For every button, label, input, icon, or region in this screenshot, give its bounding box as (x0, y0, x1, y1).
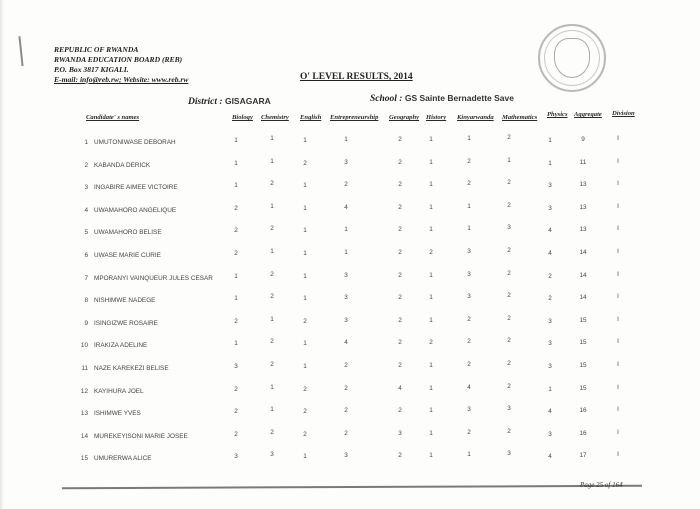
mathematics-score: 2 (507, 337, 511, 345)
header-english: English (300, 114, 322, 121)
geography-score: 2 (398, 316, 402, 324)
division-score: I (617, 361, 619, 368)
row-number: 4 (84, 206, 88, 214)
candidate-name-cell (76, 388, 144, 395)
kinyarwanda-score: 2 (467, 428, 471, 436)
division-score: I (617, 157, 619, 165)
biology-score: 3 (234, 363, 238, 370)
table-row (0, 314, 700, 328)
chemistry-score: 1 (270, 406, 274, 414)
candidate-name-cell (76, 207, 176, 214)
physics-score: 3 (548, 430, 552, 438)
biology-score: 2 (234, 250, 238, 257)
document-title: O' LEVEL RESULTS, 2014 (300, 72, 413, 82)
english-score: 2 (303, 430, 307, 438)
candidate-name-cell (76, 320, 158, 327)
candidate-name-cell (76, 455, 152, 462)
chemistry-score: 1 (270, 383, 274, 391)
physics-score: 3 (548, 363, 552, 370)
division-score: I (617, 451, 619, 459)
history-score: 1 (429, 294, 433, 302)
aggregate-score: 13 (579, 226, 587, 234)
entrepreneurship-score: 2 (344, 429, 348, 437)
entrepreneurship-score: 4 (344, 203, 348, 211)
english-score: 2 (303, 385, 307, 393)
chemistry-score: 1 (270, 135, 274, 142)
aggregate-score: 16 (579, 429, 587, 437)
header-geography: Geography (389, 114, 420, 121)
biology-score: 2 (234, 385, 238, 393)
row-number: 14 (80, 432, 88, 440)
entrepreneurship-score: 3 (344, 452, 348, 460)
chemistry-score: 1 (270, 248, 274, 255)
school-value: GS Sainte Bernadette Save (404, 93, 514, 103)
candidate-name: KABANDA DERICK (94, 161, 151, 169)
physics-score: 3 (548, 340, 552, 348)
mathematics-score: 2 (507, 382, 511, 390)
english-score: 1 (303, 227, 307, 235)
aggregate-score: 9 (581, 136, 585, 143)
geography-score: 2 (398, 226, 402, 234)
table-row (0, 336, 700, 350)
kinyarwanda-score: 1 (467, 451, 471, 459)
org-line-country: REPUBLIC OF RWANDA (54, 45, 139, 54)
header-chemistry: Chemistry (261, 114, 289, 121)
biology-score: 1 (234, 159, 238, 167)
geography-score: 2 (398, 158, 402, 166)
district-value: GISAGARA (224, 96, 271, 106)
aggregate-score: 14 (579, 294, 587, 302)
header-kinyarwanda: Kinyarwanda (457, 114, 494, 121)
entrepreneurship-score: 2 (344, 407, 348, 415)
entrepreneurship-score: 3 (344, 158, 348, 166)
header-aggregate: Aggregate (574, 111, 602, 118)
aggregate-score: 13 (579, 181, 587, 189)
entrepreneurship-score: 1 (344, 136, 348, 143)
kinyarwanda-score: 1 (467, 202, 471, 210)
english-score: 1 (303, 137, 307, 144)
candidate-name: INGABIRE AIMEE VICTOIRE (94, 184, 178, 192)
biology-score: 1 (234, 340, 238, 348)
candidate-name: UWAMAHORO ANGELIQUE (94, 206, 177, 214)
header-entrepreneurship: Entrepreneurship (330, 114, 379, 121)
history-score: 1 (429, 203, 433, 211)
geography-score: 2 (398, 339, 402, 347)
biology-score: 3 (234, 453, 238, 461)
mathematics-score: 3 (507, 224, 511, 232)
geography-score: 2 (398, 271, 402, 279)
org-line-contact: E-mail: info@reb.rw; Website: www.reb.rw (54, 75, 189, 84)
history-score: 1 (429, 136, 433, 143)
geography-score: 2 (398, 249, 402, 256)
english-score: 1 (303, 453, 307, 461)
mathematics-score: 2 (507, 247, 511, 254)
footer-divider (62, 485, 642, 490)
geography-score: 2 (398, 203, 402, 211)
chemistry-score: 2 (270, 428, 274, 436)
row-number: 13 (80, 410, 88, 418)
candidate-name: NISHIMWE NADEGE (94, 297, 156, 305)
history-score: 1 (429, 384, 433, 392)
chemistry-score: 3 (270, 451, 274, 459)
history-score: 1 (429, 429, 433, 437)
chemistry-score: 2 (270, 225, 274, 233)
history-score: 1 (429, 362, 433, 369)
table-row (0, 246, 700, 260)
history-score: 1 (429, 316, 433, 324)
division-score: I (617, 383, 619, 391)
chemistry-score: 2 (270, 180, 274, 188)
table-row (0, 382, 700, 396)
candidate-name: UWAMAHORO BELISE (94, 229, 162, 237)
geography-score: 2 (398, 452, 402, 460)
table-row (0, 156, 700, 170)
geography-score: 4 (398, 384, 402, 392)
entrepreneurship-score: 2 (344, 362, 348, 369)
geography-score: 2 (398, 362, 402, 369)
header-division: Division (612, 110, 635, 117)
physics-score: 4 (548, 408, 552, 416)
header-candidate-names: Candidate' s names (86, 114, 140, 121)
table-row (0, 359, 700, 373)
row-number: 2 (84, 161, 88, 169)
mathematics-score: 3 (507, 450, 511, 458)
table-row (0, 291, 700, 305)
kinyarwanda-score: 2 (467, 361, 471, 368)
mathematics-score: 2 (507, 360, 511, 367)
kinyarwanda-score: 2 (467, 180, 471, 188)
seal-emblem (554, 38, 590, 78)
biology-score: 1 (234, 272, 238, 280)
biology-score: 1 (234, 137, 238, 144)
header-mathematics: Mathematics (502, 114, 538, 121)
table-row (0, 449, 700, 463)
geography-score: 2 (398, 407, 402, 415)
biology-score: 1 (234, 182, 238, 190)
aggregate-score: 16 (579, 407, 587, 415)
table-row (0, 404, 700, 418)
row-number: 12 (80, 387, 88, 395)
history-score: 1 (429, 181, 433, 189)
candidate-name: UWASE MARIE CURIE (94, 252, 161, 259)
kinyarwanda-score: 2 (467, 315, 471, 323)
candidate-name: UMURERWA ALICE (94, 455, 152, 463)
kinyarwanda-score: 3 (467, 406, 471, 414)
aggregate-score: 17 (579, 452, 587, 460)
kinyarwanda-score: 1 (467, 225, 471, 233)
history-score: 1 (429, 407, 433, 415)
history-score: 1 (429, 271, 433, 279)
english-score: 1 (303, 272, 307, 280)
kinyarwanda-score: 4 (467, 383, 471, 391)
history-score: 2 (429, 339, 433, 347)
chemistry-score: 2 (270, 293, 274, 301)
candidate-name-cell (76, 365, 169, 372)
table-row (0, 178, 700, 192)
candidate-name-cell (76, 252, 161, 259)
division-score: I (617, 180, 619, 188)
division-score: I (617, 135, 619, 142)
geography-score: 2 (398, 294, 402, 302)
organization-block (54, 45, 188, 85)
row-number: 5 (84, 229, 88, 237)
candidate-name: IRAKIZA ADELINE (94, 342, 148, 350)
mathematics-score: 2 (507, 179, 511, 187)
physics-score: 3 (548, 317, 552, 325)
entrepreneurship-score: 3 (344, 271, 348, 279)
chemistry-score: 1 (270, 202, 274, 210)
entrepreneurship-score: 3 (344, 294, 348, 302)
biology-score: 2 (234, 227, 238, 235)
org-line-board: RWANDA EDUCATION BOARD (REB) (54, 55, 183, 64)
physics-score: 1 (548, 159, 552, 167)
table-row (0, 133, 700, 147)
candidate-name-cell (76, 162, 150, 169)
aggregate-score: 15 (579, 316, 587, 324)
margin-mark (18, 36, 26, 66)
table-row (0, 223, 700, 237)
entrepreneurship-score: 2 (344, 384, 348, 392)
kinyarwanda-score: 3 (467, 248, 471, 255)
chemistry-score: 1 (270, 315, 274, 323)
aggregate-score: 15 (579, 339, 587, 347)
candidate-name-cell (76, 342, 147, 349)
page-number: Page 25 of 164 (580, 481, 623, 489)
kinyarwanda-score: 2 (467, 157, 471, 165)
mathematics-score: 2 (507, 269, 511, 277)
physics-score: 1 (548, 137, 552, 144)
entrepreneurship-score: 1 (344, 226, 348, 234)
candidate-name-cell (76, 139, 176, 146)
row-number: 1 (84, 139, 88, 146)
biology-score: 2 (234, 317, 238, 325)
entrepreneurship-score: 1 (344, 249, 348, 256)
physics-score: 1 (548, 385, 552, 393)
kinyarwanda-score: 1 (467, 135, 471, 142)
english-score: 1 (303, 182, 307, 190)
school-label: School : (370, 94, 403, 104)
mathematics-score: 1 (507, 156, 511, 164)
candidate-name: MPORANYI VAINQUEUR JULES CESAR (94, 274, 213, 282)
english-score: 1 (303, 340, 307, 348)
english-score: 1 (303, 250, 307, 257)
row-number: 15 (80, 455, 88, 463)
aggregate-score: 15 (579, 362, 587, 369)
chemistry-score: 1 (270, 157, 274, 165)
candidate-name: NAZE KAREKEZI BELISE (94, 365, 169, 372)
physics-score: 2 (548, 295, 552, 303)
candidate-name: ISHIMWE YVES (94, 410, 141, 418)
row-number: 8 (84, 297, 88, 305)
history-score: 1 (429, 226, 433, 234)
candidate-name-cell (76, 410, 141, 417)
row-number: 9 (84, 319, 88, 327)
candidate-name-cell (76, 229, 162, 236)
physics-score: 2 (548, 272, 552, 280)
district-field (188, 96, 271, 107)
header-physics: Physics (547, 111, 568, 118)
english-score: 2 (303, 317, 307, 325)
aggregate-score: 13 (579, 203, 587, 211)
row-number: 7 (84, 274, 88, 282)
mathematics-score: 2 (507, 201, 511, 209)
division-score: I (617, 248, 619, 255)
division-score: I (617, 270, 619, 278)
kinyarwanda-score: 3 (467, 270, 471, 278)
entrepreneurship-score: 4 (344, 339, 348, 347)
school-field (370, 93, 514, 104)
candidate-name-cell (76, 184, 178, 191)
english-score: 1 (303, 363, 307, 370)
geography-score: 2 (398, 181, 402, 189)
candidate-name: MUREKEYISONI MARIE JOSEE (94, 432, 188, 440)
mathematics-score: 3 (507, 405, 511, 413)
geography-score: 3 (398, 429, 402, 437)
biology-score: 2 (234, 204, 238, 212)
division-score: I (617, 202, 619, 210)
row-number: 6 (84, 252, 88, 259)
candidate-name-cell (76, 275, 213, 282)
candidate-name-cell (76, 433, 188, 440)
mathematics-score: 2 (507, 292, 511, 300)
chemistry-score: 2 (270, 338, 274, 346)
chemistry-score: 2 (270, 270, 274, 278)
candidate-name-cell (76, 297, 155, 304)
aggregate-score: 15 (579, 384, 587, 392)
entrepreneurship-score: 2 (344, 181, 348, 189)
kinyarwanda-score: 3 (467, 293, 471, 301)
table-row (0, 427, 700, 441)
division-score: I (617, 428, 619, 436)
mathematics-score: 2 (507, 134, 511, 141)
biology-score: 2 (234, 430, 238, 438)
district-label: District : (188, 97, 223, 107)
header-biology: Biology (232, 114, 253, 121)
physics-score: 4 (548, 453, 552, 461)
physics-score: 4 (548, 227, 552, 235)
row-number: 10 (80, 342, 88, 350)
org-line-address: P.O. Box 3817 KIGALI. (54, 65, 129, 74)
division-score: I (617, 315, 619, 323)
candidate-name: ISINGIZWE ROSAIRE (94, 319, 158, 327)
division-score: I (617, 406, 619, 414)
header-history: History (426, 114, 447, 121)
geography-score: 2 (398, 136, 402, 143)
english-score: 1 (303, 204, 307, 212)
english-score: 1 (303, 295, 307, 303)
kinyarwanda-score: 2 (467, 338, 471, 346)
candidate-name: UMUTONIWASE DEBORAH (94, 139, 176, 146)
physics-score: 3 (548, 182, 552, 190)
english-score: 2 (303, 408, 307, 416)
table-row (0, 201, 700, 215)
aggregate-score: 11 (579, 158, 587, 166)
chemistry-score: 2 (270, 361, 274, 368)
biology-score: 1 (234, 295, 238, 303)
mathematics-score: 2 (507, 314, 511, 322)
mathematics-score: 2 (507, 427, 511, 435)
history-score: 1 (429, 158, 433, 166)
english-score: 2 (303, 159, 307, 167)
table-row (0, 269, 700, 283)
candidate-name: KAYIHURA JOEL (94, 387, 144, 395)
division-score: I (617, 293, 619, 301)
biology-score: 2 (234, 408, 238, 416)
history-score: 2 (429, 249, 433, 256)
history-score: 1 (429, 452, 433, 460)
division-score: I (617, 225, 619, 233)
division-score: I (617, 338, 619, 346)
official-seal-icon (538, 24, 606, 92)
physics-score: 3 (548, 204, 552, 212)
physics-score: 4 (548, 250, 552, 257)
row-number: 11 (81, 365, 88, 372)
row-number: 3 (84, 184, 88, 192)
aggregate-score: 14 (579, 249, 587, 256)
entrepreneurship-score: 3 (344, 316, 348, 324)
aggregate-score: 14 (579, 271, 587, 279)
